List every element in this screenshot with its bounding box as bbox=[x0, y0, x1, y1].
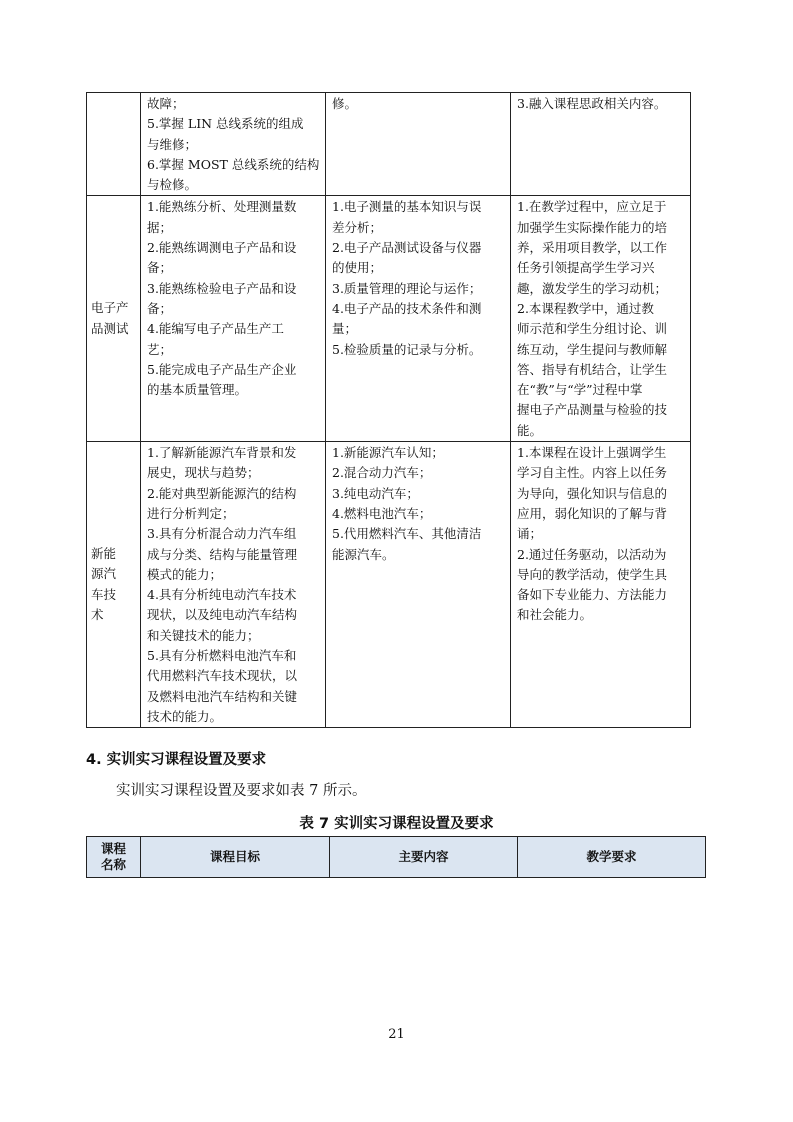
cell-line: 学习自主性。内容上以任务 bbox=[517, 465, 668, 481]
course-table-body bbox=[87, 93, 691, 728]
cell-line: 1.电子测量的基本知识与误 bbox=[332, 199, 482, 215]
course-name-cell bbox=[87, 196, 141, 442]
cell-line: 2.本课程教学中，通过教 bbox=[517, 300, 654, 316]
cell-line: 2.通过任务驱动，以活动为 bbox=[517, 546, 667, 562]
teaching-requirement-cell bbox=[511, 442, 691, 728]
cell-line: 6.掌握 MOST 总线系统的结构 bbox=[147, 156, 320, 172]
main-content-cell bbox=[326, 93, 511, 196]
cell-line: 3.能熟练检验电子产品和设 bbox=[147, 280, 297, 296]
cell-line: 2.混合动力汽车； bbox=[332, 465, 432, 481]
cell-line: 的基本质量管理。 bbox=[147, 382, 248, 398]
page-number: 21 bbox=[388, 1027, 405, 1042]
teaching-requirement-cell bbox=[511, 93, 691, 196]
cell-line: 能源汽车。 bbox=[332, 546, 395, 562]
cell-line: 4.能编写电子产品生产工 bbox=[147, 321, 284, 337]
cell-line: 5.检验质量的记录与分析。 bbox=[332, 341, 482, 357]
cell-line: 电子产 bbox=[91, 300, 129, 316]
cell-line: 进行分析判定； bbox=[147, 505, 235, 521]
course-goal-cell bbox=[141, 196, 326, 442]
cell-line: 3.纯电动汽车； bbox=[332, 485, 419, 501]
cell-line: 练互动，学生提问与教师解 bbox=[517, 341, 668, 357]
table7-header-row bbox=[87, 837, 706, 878]
cell-line: 新能 bbox=[91, 546, 117, 562]
cell-line: 5.代用燃料汽车、其他清洁 bbox=[332, 526, 482, 542]
header-course-goal: 课程目标 bbox=[141, 837, 330, 878]
cell-line: 修。 bbox=[332, 96, 358, 111]
table7-header bbox=[86, 836, 706, 878]
cell-line: 5.具有分析燃料电池汽车和 bbox=[147, 648, 297, 664]
cell-line: 现状，以及纯电动汽车结构 bbox=[147, 607, 298, 623]
cell-line: 和社会能力。 bbox=[517, 607, 593, 623]
cell-line: 导向的教学活动，使学生具 bbox=[517, 566, 668, 582]
cell-line: 在“教”与“学”过程中掌 bbox=[517, 382, 643, 398]
cell-line: 2.能对典型新能源汽的结构 bbox=[147, 485, 297, 501]
header-course-name-line2: 名称 bbox=[100, 857, 126, 872]
course-goal-cell bbox=[141, 93, 326, 196]
cell-line: 故障； bbox=[147, 96, 185, 111]
cell-line: 备； bbox=[147, 260, 173, 276]
cell-line: 4.燃料电池汽车； bbox=[332, 505, 432, 521]
cell-line: 与检修。 bbox=[147, 177, 198, 193]
section-heading: 4. 实训实习课程设置及要求 bbox=[86, 752, 267, 768]
cell-line: 3.质量管理的理论与运作； bbox=[332, 280, 482, 296]
main-content-cell bbox=[326, 442, 511, 728]
cell-line: 养，采用项目教学，以工作 bbox=[517, 240, 668, 256]
cell-line: 任务引领提高学生学习兴 bbox=[517, 260, 655, 276]
cell-line: 备如下专业能力、方法能力 bbox=[517, 587, 668, 603]
table-row bbox=[87, 196, 691, 442]
cell-line: 备； bbox=[147, 300, 173, 316]
course-name-cell bbox=[87, 442, 141, 728]
header-main-content: 主要内容 bbox=[330, 837, 518, 878]
cell-line: 品测试 bbox=[91, 320, 129, 336]
cell-line: 1.能熟练分析、处理测量数 bbox=[147, 199, 297, 215]
header-teaching-requirement: 教学要求 bbox=[518, 837, 706, 878]
cell-line: 及燃料电池汽车结构和关键 bbox=[147, 688, 298, 704]
cell-line: 展史，现状与趋势； bbox=[147, 465, 260, 481]
main-content-cell bbox=[326, 196, 511, 442]
cell-line: 差分析； bbox=[332, 219, 383, 235]
cell-line: 1.了解新能源汽车背景和发 bbox=[147, 445, 297, 461]
cell-line: 3.融入课程思政相关内容。 bbox=[517, 96, 667, 111]
table-caption: 表 7 实训实习课程设置及要求 bbox=[299, 816, 494, 832]
course-goal-cell bbox=[141, 442, 326, 728]
header-course-name-line1: 课程 bbox=[100, 841, 126, 856]
cell-line: 能。 bbox=[517, 422, 543, 438]
cell-line: 车技 bbox=[91, 586, 117, 602]
cell-line: 师示范和学生分组讨论、训 bbox=[517, 321, 668, 337]
cell-line: 答、指导有机结合，让学生 bbox=[517, 361, 668, 377]
cell-line: 4.具有分析纯电动汽车技术 bbox=[147, 587, 297, 603]
cell-line: 趣，激发学生的学习动机； bbox=[517, 280, 668, 296]
table-row bbox=[87, 442, 691, 728]
cell-line: 2.电子产品测试设备与仪器 bbox=[332, 240, 482, 256]
cell-line: 握电子产品测量与检验的技 bbox=[517, 402, 668, 418]
cell-line: 艺； bbox=[147, 341, 173, 357]
cell-line: 的使用； bbox=[332, 260, 383, 276]
cell-line: 和关键技术的能力； bbox=[147, 627, 260, 643]
cell-line: 加强学生实际操作能力的培 bbox=[517, 219, 668, 235]
cell-line: 3.具有分析混合动力汽车组 bbox=[147, 526, 297, 542]
course-table-continued bbox=[86, 92, 691, 728]
cell-line: 5.能完成电子产品生产企业 bbox=[147, 361, 297, 377]
cell-line: 诵； bbox=[517, 526, 543, 542]
cell-line: 与维修； bbox=[147, 136, 198, 152]
cell-line: 4.电子产品的技术条件和测 bbox=[332, 300, 482, 316]
cell-line: 1.在教学过程中，应立足于 bbox=[517, 199, 667, 215]
cell-line: 术 bbox=[91, 606, 104, 622]
cell-line: 应用，弱化知识的了解与背 bbox=[517, 505, 668, 521]
cell-line: 代用燃料汽车技术现状，以 bbox=[147, 668, 298, 684]
header-course-name bbox=[87, 837, 141, 878]
cell-line: 据； bbox=[147, 219, 173, 235]
cell-line: 1.本课程在设计上强调学生 bbox=[517, 445, 667, 461]
cell-line: 技术的能力。 bbox=[147, 708, 223, 724]
cell-line: 1.新能源汽车认知； bbox=[332, 445, 444, 461]
cell-line: 量； bbox=[332, 321, 358, 337]
cell-line: 5.掌握 LIN 总线系统的组成 bbox=[147, 116, 304, 132]
cell-line: 2.能熟练调测电子产品和设 bbox=[147, 240, 297, 256]
cell-line: 为导向，强化知识与信息的 bbox=[517, 485, 668, 501]
cell-line: 模式的能力； bbox=[147, 566, 223, 582]
table-row bbox=[87, 93, 691, 196]
section-paragraph: 实训实习课程设置及要求如表 7 所示。 bbox=[116, 783, 367, 799]
cell-line: 成与分类、结构与能量管理 bbox=[147, 546, 298, 562]
course-name-cell bbox=[87, 93, 141, 196]
teaching-requirement-cell bbox=[511, 196, 691, 442]
cell-line: 源汽 bbox=[91, 566, 117, 582]
